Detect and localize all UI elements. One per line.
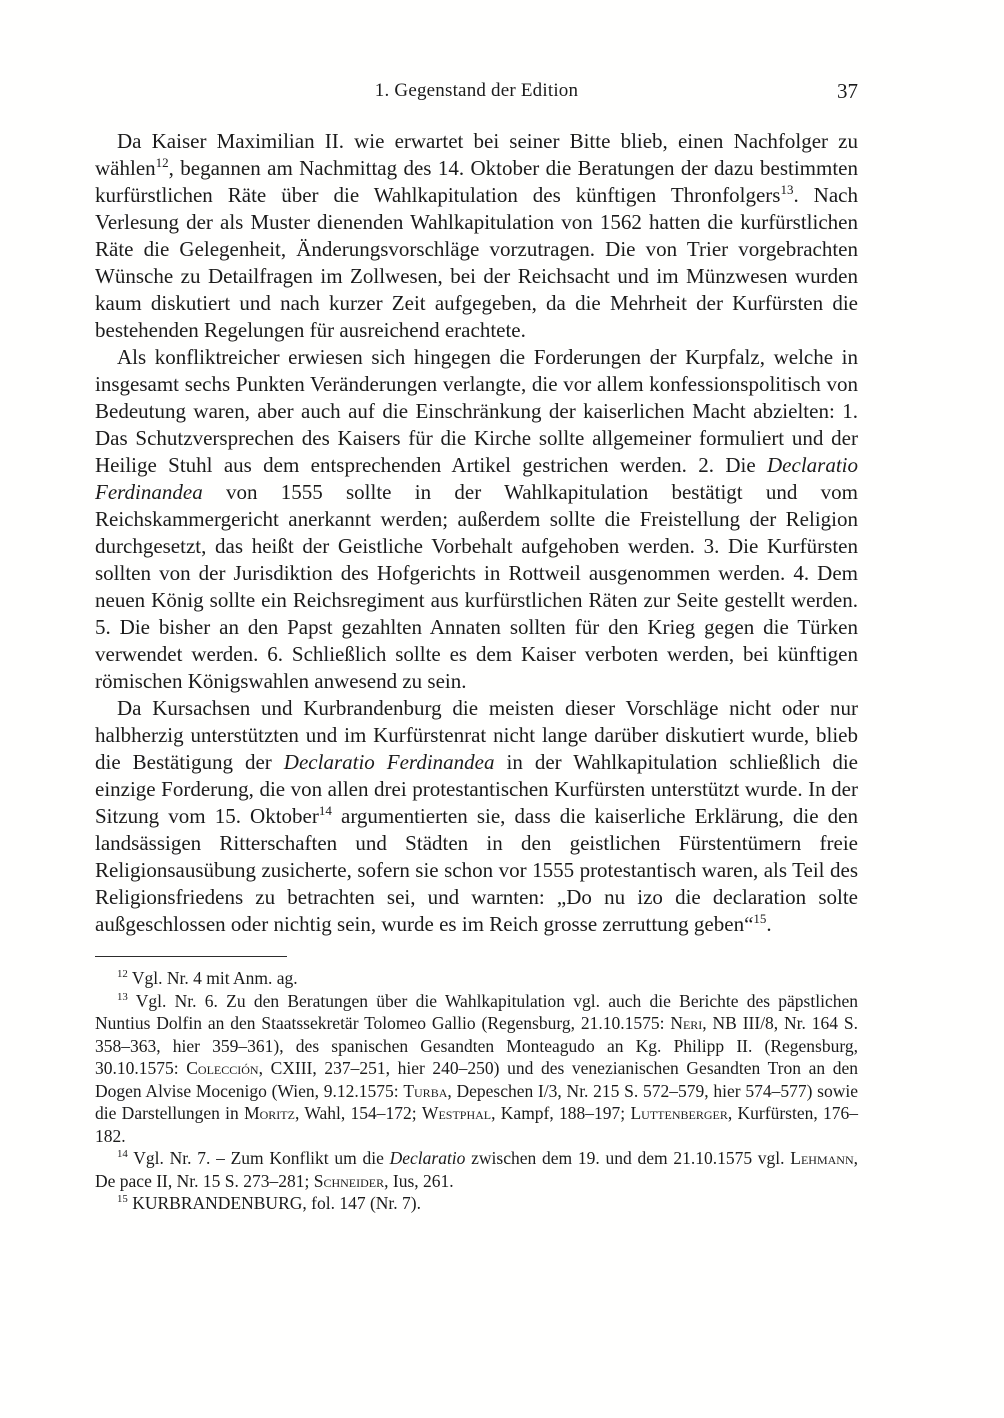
text-segment: , begannen am Nachmittag des 14. Oktober die Beratungen der dazu bestimmten kurfürstlichen Räte über die Wahlkapitulation des künftigen Thronfolgers (95, 156, 858, 207)
text-segment: Vgl. Nr. 6. Zu den Beratungen über die Wahlkapitulation vgl. auch die Berichte des päpstlichen Nuntius Dolfin an den Staatssekretär Tolomeo Gallio (Regensburg, 21.10.1575: (95, 990, 858, 1033)
text-segment: , NB III/8, Nr. 164 S. 358–363, hier 359–361), des spanischen Gesandten Monteagudo an Kg. Philipp II. (Regensburg, 30.10.1575: (95, 1013, 858, 1078)
footnote (95, 1147, 858, 1192)
text-segment: Westphal (421, 1103, 492, 1123)
text-segment: Als konfliktreicher erwiesen sich hingegen die Forderungen der Kurpfalz, welche in insgesamt sechs Punkten Veränderungen verlangte, die vor allem konfessionspolitisch von Bedeutung waren, aber auch auf die Einschränkung der kaiserlichen Macht abzielten: 1. Das Schutzversprechen des Kaisers für die Kirche sollte allgemeiner formuliert und der Heilige Stuhl aus dem entsprechenden Artikel gestrichen werden. 2. Die (95, 345, 858, 477)
text-segment: zwischen dem 19. und dem 21.10.1575 vgl. (465, 1148, 791, 1168)
text-segment: Declaratio Ferdinandea (283, 750, 495, 774)
text-segment: Lehmann (790, 1148, 854, 1168)
text-segment: . Nach Verlesung der als Muster dienenden Wahlkapitulation von 1562 hatten die kurfürstlichen Räte die Gelegenheit, Änderungsvorschläge vorzutragen. Die von Trier vorgebrachten Wünsche zu Detailfragen im Zollwesen, bei der Reichsacht und im Münzwesen wurden kaum diskutiert und nach kurzer Zeit aufgegeben, da die Mehrheit der Kurfürsten die bestehenden Regelungen für ausreichend erachtete. (95, 183, 858, 342)
footnote (95, 1192, 858, 1215)
footnote-marker: 13 (780, 182, 794, 197)
text-segment: Schneider (313, 1170, 385, 1191)
text-segment: , Wahl, 154–172; (294, 1103, 422, 1123)
text-segment: Vgl. Nr. 7. – Zum Konflikt um die (127, 1148, 390, 1168)
footnote-marker: 12 (155, 155, 169, 170)
text-segment: , De pace II, Nr. 15 S. 273–281; (95, 1148, 858, 1191)
footnote-marker: 15 (753, 911, 767, 926)
text-segment: Moritz (244, 1103, 295, 1123)
paragraph (95, 128, 858, 344)
text-segment: Da Kursachsen und Kurbrandenburg die meisten dieser Vorschläge nicht oder nur halbherzig unterstützten und im Kurfürstenrat nicht lange darüber diskutiert wurde, blieb die Bestätigung der (95, 696, 858, 774)
footnote-marker: 15 (117, 1193, 128, 1206)
paragraph (95, 344, 858, 695)
text-segment: in der Wahlkapitulation schließlich die einzige Forderung, die von allen drei protestantischen Kurfürsten unterstützt wurde. In der Sitzung vom 15. Oktober (95, 750, 858, 828)
text-segment: von 1555 sollte in der Wahlkapitulation bestätigt und vom Reichskammergericht anerkannt werden; außerdem sollte die Freistellung der Religion durchgesetzt, das heißt der Geistliche Vorbehalt aufgehoben werden. 3. Die Kurfürsten sollten von der Jurisdiktion des Hofgerichts in Rottweil ausgenommen werden. 4. Dem neuen König sollte ein Reichsregiment aus kurfürstlichen Räten zur Seite gestellt werden. 5. Die bisher an den Papst gezahlten Annaten sollten für den Krieg gegen die Türken verwendet werden. 6. Schließlich sollte es dem Kaiser verboten werden, bei künftigen römischen Königswahlen anwesend zu sein. (95, 480, 858, 693)
text-segment: Colección (186, 1058, 259, 1078)
text-segment: KURBRANDENBURG, fol. 147 (Nr. 7). (127, 1193, 421, 1213)
footnotes (95, 967, 858, 1215)
text-segment: , Kurfürsten, 176–182. (95, 1103, 859, 1146)
text-segment: Da Kaiser Maximilian II. wie erwartet bei seiner Bitte blieb, einen Nachfolger zu wählen (95, 129, 858, 180)
text-segment: . (766, 912, 772, 936)
chapter-title: 1. Gegenstand der Edition (374, 80, 579, 101)
paragraph (95, 695, 858, 938)
footnote-marker: 14 (318, 803, 332, 818)
text-segment: , CXIII, 237–251, hier 240–250) und des venezianischen Gesandten Tron an den Dogen Alvise Mocenigo (Wien, 9.12.1575: (95, 1058, 858, 1101)
text-segment: Luttenberger (630, 1103, 728, 1123)
text-segment: Vgl. Nr. 4 mit Anm. ag. (127, 968, 298, 988)
text-segment: argumentierten sie, dass die kaiserliche Erklärung, die den landsässigen Ritterschaften und Städten in den geistlichen Fürstentümern freie Religionsausübung zusicherte, sofern sie schon vor 1555 protestantisch waren, als Teil des Religionsfriedens zu betrachten sei, und warnten: „Do nu izo die declaration solte außgeschlossen oder nichtig sein, wurde es im Reich grosse zerruttung geben“ (95, 804, 858, 936)
text-segment: Declaratio (389, 1148, 466, 1168)
footnote-marker: 14 (117, 1148, 128, 1161)
footnote (95, 990, 858, 1148)
text-segment: Turba (403, 1080, 448, 1101)
text-segment: , Ius, 261. (384, 1170, 454, 1191)
text-segment: , Kampf, 188–197; (491, 1103, 631, 1123)
text-segment: , Depeschen I/3, Nr. 215 S. 572–579, hier 574–577) sowie die Darstellungen in (95, 1080, 858, 1123)
body-text (95, 128, 858, 938)
text-segment: Neri (670, 1013, 703, 1033)
footnote (95, 967, 858, 990)
footnote-marker: 13 (117, 990, 128, 1003)
footnote-marker: 12 (117, 968, 128, 981)
page-number: 37 (837, 79, 858, 103)
text-segment: Declaratio Ferdinandea (95, 453, 858, 504)
footnote-separator (95, 956, 287, 957)
page-header (95, 78, 858, 104)
